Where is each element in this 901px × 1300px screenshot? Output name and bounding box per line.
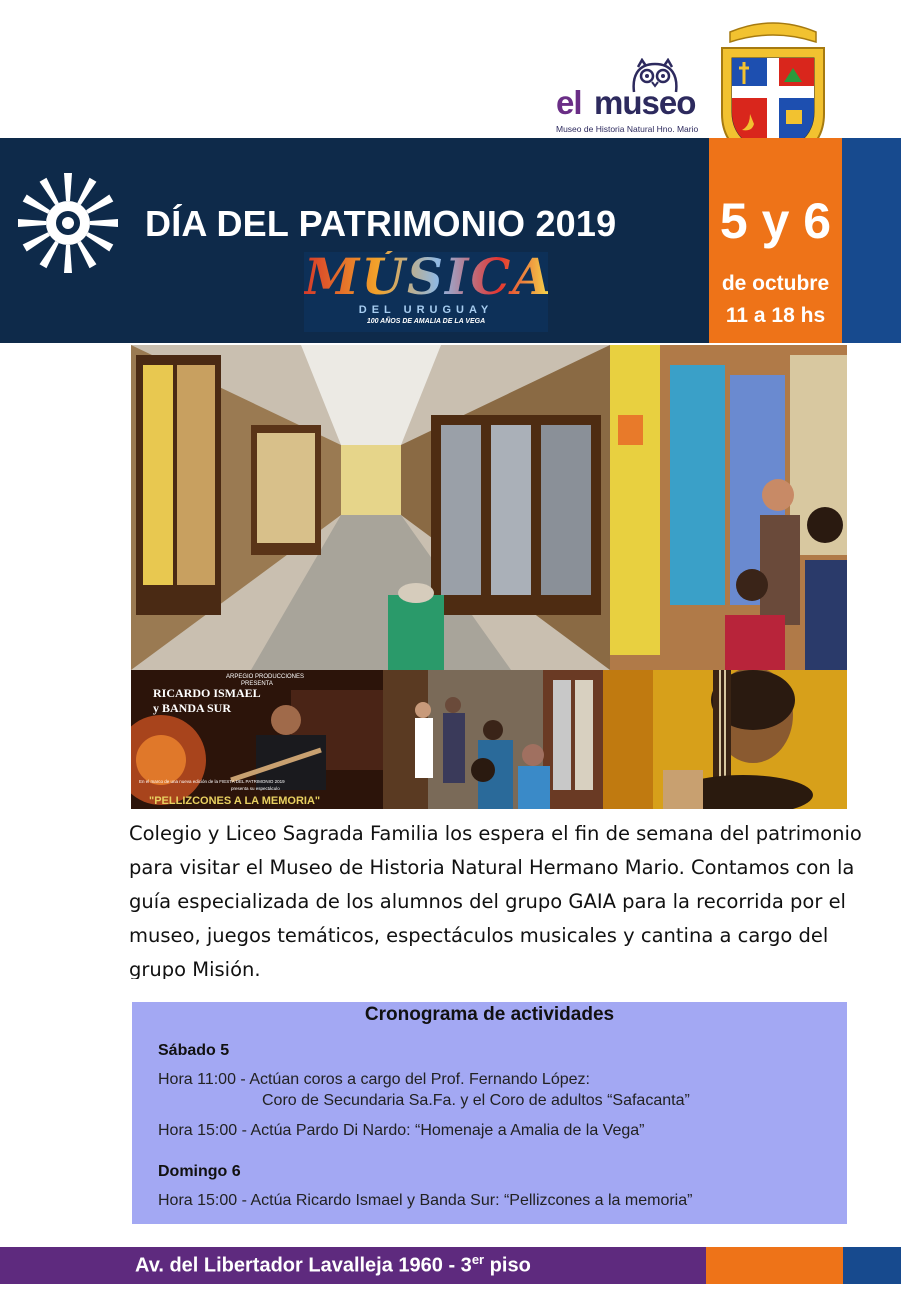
sun-icon — [12, 172, 124, 274]
poster-small-line1: En el marco de una nueva edición de la FIESTA DEL PATRIMONIO 2019 — [139, 779, 285, 784]
guitarist-photo — [603, 670, 847, 809]
poster-artist-line2: y BANDA SUR — [153, 701, 232, 715]
schedule-item: Hora 11:00 - Actúan coros a cargo del Prof. Fernando López: — [158, 1071, 590, 1088]
address-main: Av. del Libertador Lavalleja 1960 - 3 — [135, 1254, 472, 1277]
schedule-item-continuation: Coro de Secundaria Sa.Fa. y el Coro de adultos “Safacanta” — [262, 1092, 690, 1109]
museum-hallway-photo — [131, 345, 610, 670]
poster-presenta: PRESENTA — [241, 681, 273, 687]
page-title: DÍA DEL PATRIMONIO 2019 — [145, 203, 617, 244]
schedule-day-saturday: Sábado 5 — [158, 1042, 230, 1059]
schedule-item: Hora 15:00 - Actúa Pardo Di Nardo: “Homenaje a Amalia de la Vega” — [158, 1122, 645, 1139]
band-poster — [131, 670, 383, 809]
event-days: 5 y 6 — [719, 193, 832, 249]
musica-logo-tagline: 100 AÑOS DE AMALIA DE LA VEGA — [366, 318, 486, 325]
schedule-title: Cronograma de actividades — [364, 1004, 615, 1025]
address — [135, 1252, 531, 1278]
poster-show-title: "PELLIZCONES A LA MEMORIA" — [149, 795, 321, 807]
event-month: de octubre — [721, 272, 830, 295]
footer-accent-blue — [843, 1247, 901, 1284]
museum-logo-el: el — [556, 84, 582, 121]
poster-artist-line1: RICARDO ISMAEL — [153, 686, 261, 700]
museum-visit-photo — [610, 345, 847, 670]
musica-logo-word: MÚSICA — [304, 247, 554, 306]
museum-logo-subtitle: Museo de Historia Natural Hno. Mario — [556, 124, 699, 134]
footer-accent-orange — [706, 1247, 843, 1284]
schedule-panel — [132, 1002, 847, 1224]
address-floor: piso — [484, 1254, 531, 1277]
schedule-day-sunday: Domingo 6 — [158, 1163, 241, 1180]
address-superscript: er — [471, 1252, 485, 1267]
students-visit-photo — [383, 670, 603, 809]
poster-producer: ARPEGIO PRODUCCIONES — [226, 674, 305, 680]
schedule-item: Hora 15:00 - Actúa Ricardo Ismael y Banda Sur: “Pellizcones a la memoria” — [158, 1192, 693, 1209]
header-accent — [842, 138, 901, 343]
event-description: Colegio y Liceo Sagrada Familia los espera el fin de semana del patrimonio para visitar el Museo de Historia Natural Hermano Mario. Contamos con la guía especializada de los alumnos del grupo GAIA para la recorrida por el museo, juegos temáticos, espectáculos musicales y cantina a cargo del grupo Misión. — [129, 822, 862, 979]
poster-small-line2: presenta su espectáculo — [231, 786, 280, 791]
museum-logo-museo: museo — [594, 84, 696, 121]
musica-logo-subtitle: DEL URUGUAY — [358, 304, 494, 316]
event-hours: 11 a 18 hs — [725, 304, 826, 327]
